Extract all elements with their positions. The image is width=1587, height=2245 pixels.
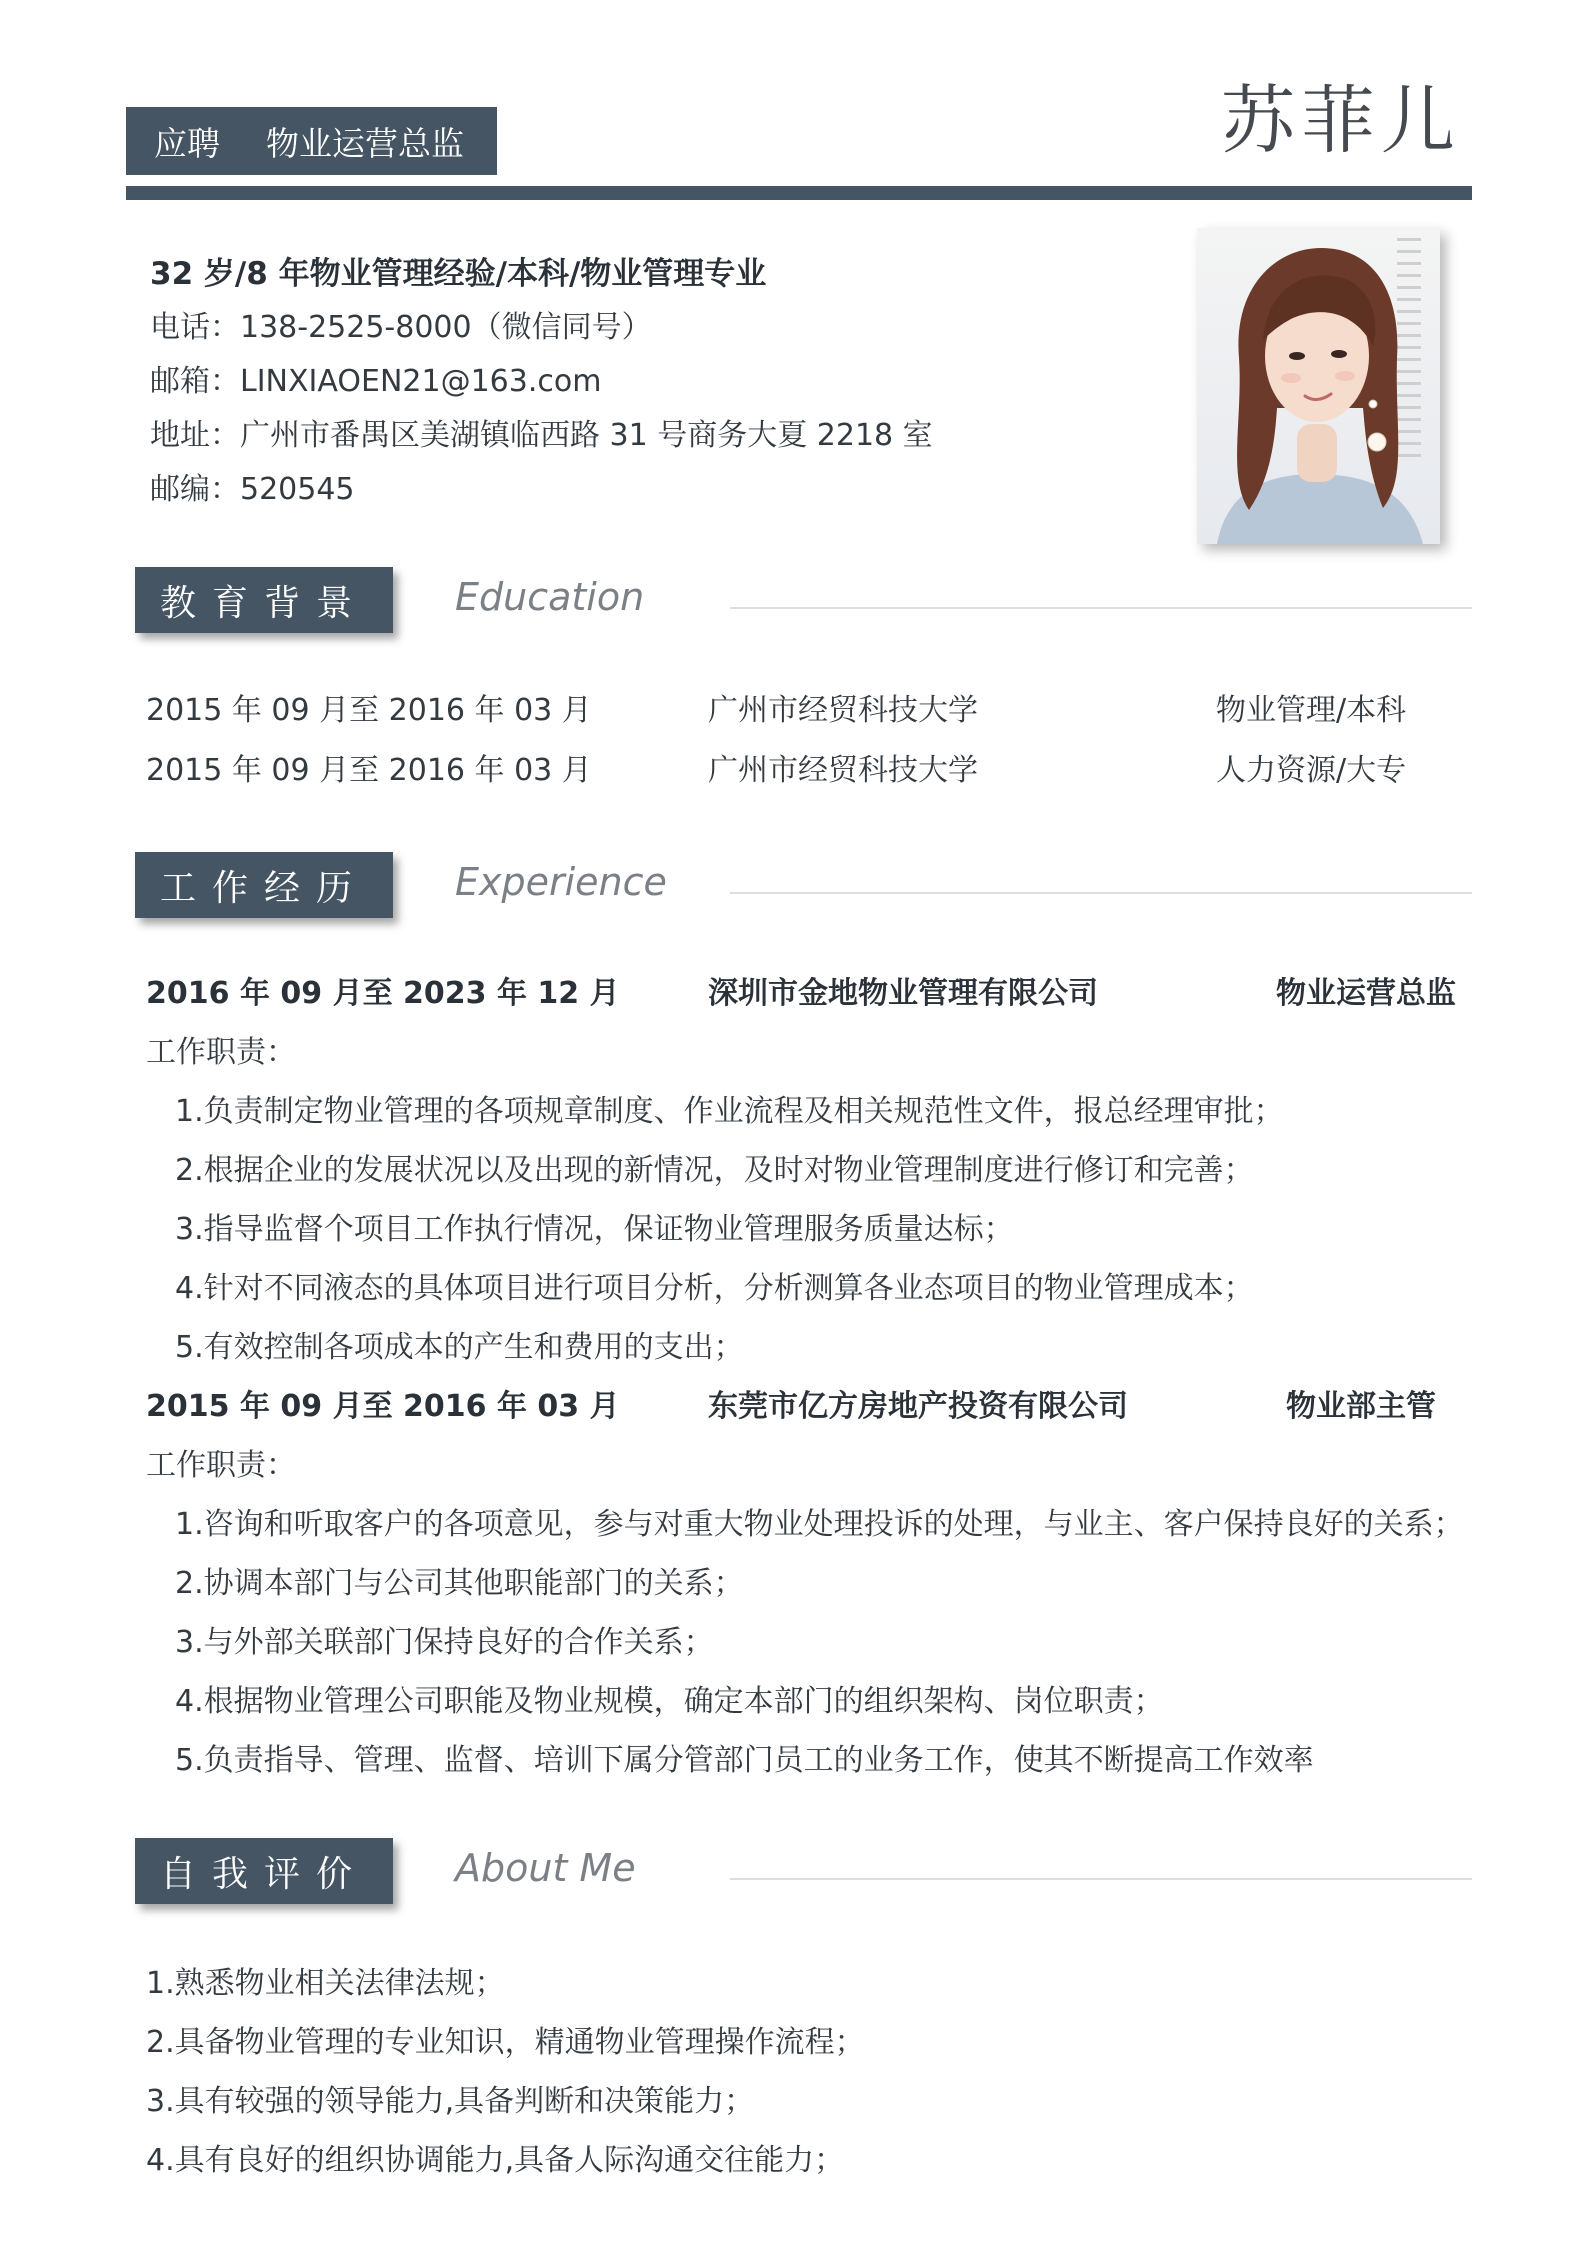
- education-list: [146, 681, 1466, 801]
- experience-list: [146, 964, 1476, 1790]
- profile-summary: 32 岁/8 年物业管理经验/本科/物业管理专业: [150, 256, 767, 292]
- section-title-about: 自我评价: [135, 1838, 393, 1904]
- about-item: 1.熟悉物业相关法律法规；: [146, 1966, 505, 2001]
- job-header: [146, 1377, 1476, 1436]
- section-subtitle-education: Education: [455, 575, 645, 619]
- section-divider: [730, 892, 1472, 894]
- duty-item: 2.根据企业的发展状况以及出现的新情况，及时对物业管理制度进行修订和完善；: [175, 1153, 1254, 1188]
- duty-label: 工作职责：: [146, 1035, 296, 1070]
- about-item: 2.具备物业管理的专业知识，精通物业管理操作流程；: [146, 2025, 865, 2060]
- job-date: 2016 年 09 月至 2023 年 12 月: [146, 976, 620, 1011]
- education-row: [146, 681, 1466, 741]
- section-header-about: [135, 1838, 1472, 1904]
- education-school: 广州市经贸科技大学: [708, 753, 978, 788]
- about-item: 4.具有良好的组织协调能力,具备人际沟通交往能力；: [146, 2143, 845, 2178]
- about-item: 3.具有较强的领导能力,具备判断和决策能力；: [146, 2084, 755, 2119]
- education-school: 广州市经贸科技大学: [708, 693, 978, 728]
- education-major: 物业管理/本科: [1216, 693, 1407, 728]
- section-subtitle-about: About Me: [455, 1846, 636, 1890]
- profile-phone: 电话：138-2525-8000（微信同号）: [150, 310, 652, 345]
- duty-item: 4.针对不同液态的具体项目进行项目分析，分析测算各业态项目的物业管理成本；: [175, 1271, 1254, 1306]
- duty-item: 3.与外部关联部门保持良好的合作关系；: [175, 1625, 714, 1660]
- duty-item: 5.有效控制各项成本的产生和费用的支出；: [175, 1330, 744, 1365]
- about-list: [146, 1954, 1466, 2190]
- duty-item: 2.协调本部门与公司其他职能部门的关系；: [175, 1566, 744, 1601]
- job-date: 2015 年 09 月至 2016 年 03 月: [146, 1389, 620, 1424]
- education-major: 人力资源/大专: [1216, 753, 1407, 788]
- profile-photo: [1197, 228, 1440, 544]
- section-divider: [730, 1878, 1472, 1880]
- duty-item: 1.咨询和听取客户的各项意见，参与对重大物业处理投诉的处理，与业主、客户保持良好的关系；: [175, 1507, 1464, 1542]
- apply-label: 应聘: [154, 123, 220, 163]
- job-company: 东莞市亿方房地产投资有限公司: [708, 1389, 1128, 1424]
- section-subtitle-experience: Experience: [455, 860, 667, 904]
- section-header-experience: [135, 852, 1472, 918]
- section-title-education: 教育背景: [135, 567, 393, 633]
- profile-address: 地址：广州市番禺区美湖镇临西路 31 号商务大夏 2218 室: [150, 418, 933, 453]
- section-divider: [730, 607, 1472, 609]
- profile-email: 邮箱：LINXIAOEN21@163.com: [150, 364, 602, 399]
- duty-label: 工作职责：: [146, 1448, 296, 1483]
- apply-position: 物业运营总监: [266, 123, 464, 163]
- duty-item: 3.指导监督个项目工作执行情况，保证物业管理服务质量达标；: [175, 1212, 1014, 1247]
- education-date: 2015 年 09 月至 2016 年 03 月: [146, 753, 592, 788]
- duty-item: 5.负责指导、管理、监督、培训下属分管部门员工的业务工作，使其不断提高工作效率: [175, 1743, 1314, 1778]
- portrait-illustration: [1197, 228, 1440, 544]
- candidate-name: 苏菲儿: [1221, 78, 1461, 164]
- job-title: 物业部主管: [1286, 1389, 1436, 1424]
- apply-position-box: [126, 107, 497, 175]
- education-date: 2015 年 09 月至 2016 年 03 月: [146, 693, 592, 728]
- profile-info: [150, 247, 1050, 517]
- section-header-education: [135, 567, 1472, 633]
- section-title-experience: 工作经历: [135, 852, 393, 918]
- header-divider-bar: [126, 186, 1472, 200]
- duty-item: 1.负责制定物业管理的各项规章制度、作业流程及相关规范性文件，报总经理审批；: [175, 1094, 1284, 1129]
- education-row: [146, 741, 1466, 801]
- job-company: 深圳市金地物业管理有限公司: [708, 976, 1098, 1011]
- duty-item: 4.根据物业管理公司职能及物业规模，确定本部门的组织架构、岗位职责；: [175, 1684, 1164, 1719]
- job-header: [146, 964, 1476, 1023]
- profile-postcode: 邮编：520545: [150, 472, 355, 507]
- job-title: 物业运营总监: [1276, 976, 1456, 1011]
